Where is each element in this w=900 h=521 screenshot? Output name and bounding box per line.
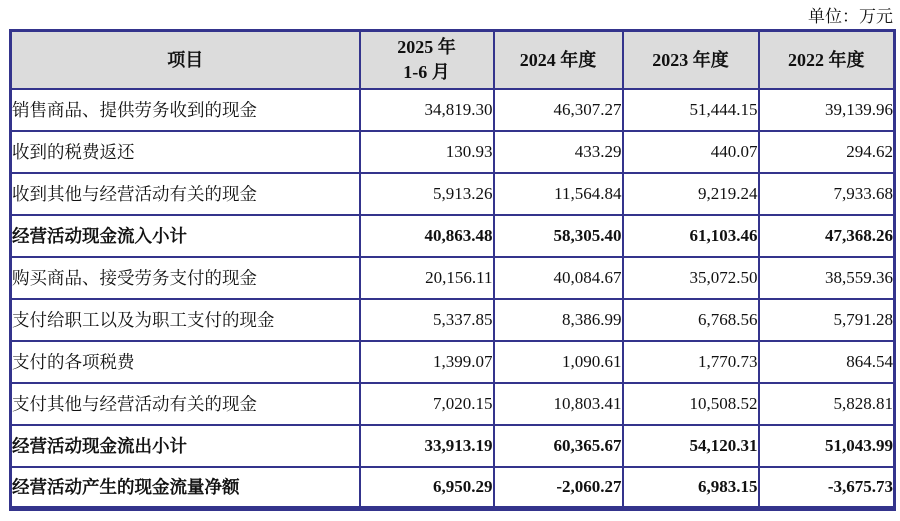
value-cell: 47,368.26 (759, 215, 895, 257)
header-label-line: 1-6 月 (403, 61, 450, 82)
value-cell: 6,950.29 (360, 467, 494, 509)
item-cell: 支付其他与经营活动有关的现金 (11, 383, 360, 425)
value-cell: 10,803.41 (494, 383, 623, 425)
value-cell: 433.29 (494, 131, 623, 173)
table-row (11, 173, 895, 215)
header-label-line: 项目 (167, 49, 204, 70)
value-cell: 10,508.52 (623, 383, 759, 425)
table-row (11, 467, 895, 509)
value-cell: 130.93 (360, 131, 494, 173)
value-cell: 20,156.11 (360, 257, 494, 299)
value-cell: 9,219.24 (623, 173, 759, 215)
value-cell: 5,913.26 (360, 173, 494, 215)
value-cell: 6,983.15 (623, 467, 759, 509)
item-cell: 销售商品、提供劳务收到的现金 (11, 89, 360, 131)
item-cell: 支付给职工以及为职工支付的现金 (11, 299, 360, 341)
value-cell: 5,791.28 (759, 299, 895, 341)
value-cell: 51,444.15 (623, 89, 759, 131)
value-cell: 7,020.15 (360, 383, 494, 425)
value-cell: 40,863.48 (360, 215, 494, 257)
value-cell: 35,072.50 (623, 257, 759, 299)
table-row (11, 299, 895, 341)
header-label-line: 2024 年度 (519, 49, 597, 70)
table-row (11, 341, 895, 383)
value-cell: 7,933.68 (759, 173, 895, 215)
value-cell: 33,913.19 (360, 425, 494, 467)
table-row (11, 89, 895, 131)
value-cell: 40,084.67 (494, 257, 623, 299)
table-row (11, 425, 895, 467)
table-row (11, 383, 895, 425)
col-header-2024 (494, 31, 623, 89)
item-cell: 支付的各项税费 (11, 341, 360, 383)
table-row (11, 257, 895, 299)
header-label-line: 2023 年度 (652, 49, 729, 70)
value-cell: -2,060.27 (494, 467, 623, 509)
value-cell: 46,307.27 (494, 89, 623, 131)
value-cell: 1,770.73 (623, 341, 759, 383)
value-cell: 38,559.36 (759, 257, 895, 299)
value-cell: 8,386.99 (494, 299, 623, 341)
item-cell: 收到的税费返还 (11, 131, 360, 173)
header-label-line: 2025 年 (397, 37, 456, 58)
col-header-item (11, 31, 360, 89)
value-cell: 51,043.99 (759, 425, 895, 467)
value-cell: 294.62 (759, 131, 895, 173)
table-row (11, 215, 895, 257)
col-header-2022 (759, 31, 895, 89)
col-header-2025-h1 (360, 31, 494, 89)
value-cell: 5,337.85 (360, 299, 494, 341)
value-cell: 1,399.07 (360, 341, 494, 383)
table-row (11, 131, 895, 173)
value-cell: 440.07 (623, 131, 759, 173)
item-cell: 收到其他与经营活动有关的现金 (11, 173, 360, 215)
value-cell: 34,819.30 (360, 89, 494, 131)
value-cell: 54,120.31 (623, 425, 759, 467)
item-cell: 经营活动产生的现金流量净额 (11, 467, 360, 509)
cash-flow-table (9, 29, 896, 511)
value-cell: 1,090.61 (494, 341, 623, 383)
value-cell: 60,365.67 (494, 425, 623, 467)
value-cell: 11,564.84 (494, 173, 623, 215)
value-cell: 5,828.81 (759, 383, 895, 425)
value-cell: 61,103.46 (623, 215, 759, 257)
item-cell: 经营活动现金流出小计 (11, 425, 360, 467)
value-cell: 6,768.56 (623, 299, 759, 341)
header-label-line: 2022 年度 (788, 49, 865, 70)
item-cell: 购买商品、接受劳务支付的现金 (11, 257, 360, 299)
col-header-2023 (623, 31, 759, 89)
value-cell: 58,305.40 (494, 215, 623, 257)
value-cell: 864.54 (759, 341, 895, 383)
item-cell: 经营活动现金流入小计 (11, 215, 360, 257)
value-cell: -3,675.73 (759, 467, 895, 509)
table-header-row (11, 31, 895, 89)
value-cell: 39,139.96 (759, 89, 895, 131)
unit-label: 单位：万元 (808, 7, 893, 26)
